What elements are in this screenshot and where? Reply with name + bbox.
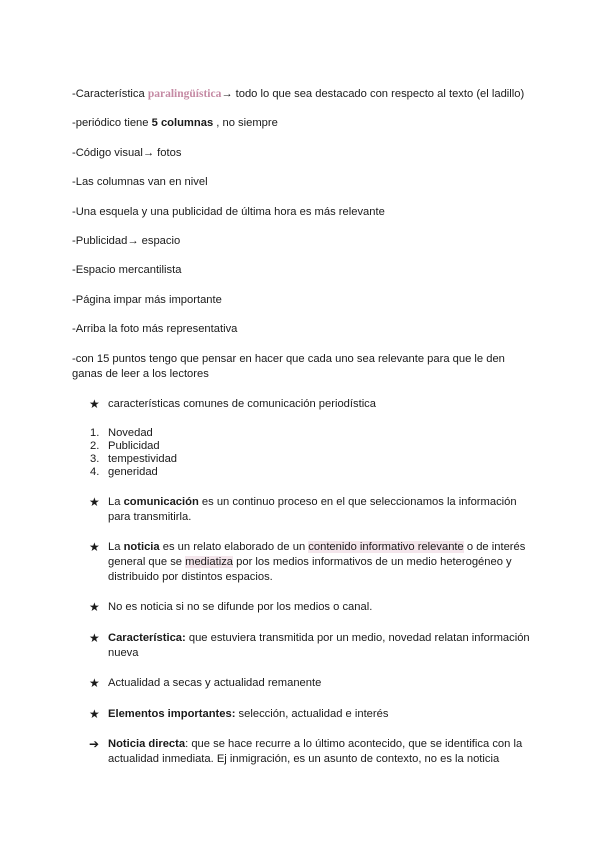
- line-15-puntos: -con 15 puntos tengo que pensar en hacer que cada uno sea relevante para que le den ganas de leer a los lectores: [72, 352, 505, 380]
- bullet-text: : que se hace recurre a lo último acontecido, que se identifica con la actualidad inmediata. Ej inmigración, es un asunto de contexto, no es la noticia: [108, 738, 523, 766]
- line-arriba-foto: -Arriba la foto más representativa: [72, 323, 238, 336]
- star-bullet-icon: ★: [89, 630, 100, 645]
- list-item: [72, 466, 532, 479]
- line-text: -Característica: [72, 88, 148, 100]
- list-item-text: generidad: [108, 466, 158, 479]
- bullet-text: La: [108, 495, 124, 508]
- list-number: 1.: [90, 427, 100, 440]
- line-espacio: -Espacio mercantilista: [72, 264, 182, 277]
- bullet-text: La: [108, 541, 124, 554]
- bullet-item-comunicacion: [72, 495, 532, 525]
- bullet-text: es un relato elaborado de un: [159, 541, 309, 554]
- list-item: [72, 453, 532, 466]
- line-esquela: -Una esquela y una publicidad de última hora es más relevante: [72, 205, 385, 218]
- bullet-item-noticia: [72, 540, 532, 585]
- document-page: [72, 87, 532, 782]
- list-item-text: tempestividad: [108, 453, 178, 466]
- line-text: -periódico tiene: [72, 117, 152, 130]
- star-bullet-icon: ★: [89, 396, 100, 411]
- bullet-item: [72, 397, 532, 412]
- bullet-text: es un continuo proceso en el que seleccionamos la información para transmitirla.: [108, 495, 517, 523]
- arrow-bullet-icon: ➔: [89, 737, 100, 752]
- bullet-text: por los medios informativos de un medio heterogéneo y distribuido por distintos espacios.: [108, 556, 512, 584]
- line-columnas: [72, 116, 532, 130]
- highlighted-text: mediatiza: [185, 556, 234, 569]
- list-item: [72, 427, 532, 440]
- bold-text: Característica:: [108, 631, 186, 644]
- bullet-item-caracteristica: [72, 631, 532, 661]
- list-item-text: Publicidad: [108, 440, 160, 453]
- line-text: → todo lo que sea destacado con respecto al texto (el ladillo): [221, 88, 525, 100]
- list-item-text: Novedad: [108, 427, 153, 440]
- bullet-item: [72, 676, 532, 691]
- bullet-text: Actualidad a secas y actualidad remanente: [108, 677, 322, 690]
- line-codigo-visual: -Código visual→ fotos: [72, 146, 182, 159]
- line-paralinguistica: [72, 87, 532, 101]
- star-bullet-icon: ★: [89, 600, 100, 615]
- list-item: [72, 440, 532, 453]
- star-bullet-icon: ★: [89, 676, 100, 691]
- bullet-text: que estuviera transmitida por un medio, novedad relatan información nueva: [108, 631, 530, 659]
- bullet-item-elementos: [72, 707, 532, 722]
- numbered-list: [72, 427, 532, 479]
- star-bullet-icon: ★: [89, 706, 100, 721]
- bullet-item: [72, 600, 532, 615]
- bold-text: comunicación: [123, 495, 199, 508]
- list-number: 4.: [90, 466, 100, 479]
- line-publicidad: -Publicidad→ espacio: [72, 234, 181, 247]
- bullet-item-noticia-directa: [72, 737, 532, 767]
- bullet-text: No es noticia si no se difunde por los medios o canal.: [108, 601, 373, 614]
- paralinguistica-word: paralingüística: [147, 88, 222, 100]
- star-bullet-icon: ★: [89, 540, 100, 555]
- bullet-text: selección, actualidad e interés: [235, 707, 389, 720]
- line-columnas-nivel: -Las columnas van en nivel: [72, 176, 208, 189]
- line-text: , no siempre: [213, 117, 278, 130]
- bold-text: Elementos importantes:: [108, 707, 236, 720]
- line-pagina-impar: -Página impar más importante: [72, 293, 222, 306]
- bullet-text: características comunes de comunicación periodística: [108, 397, 377, 410]
- list-number: 3.: [90, 453, 100, 466]
- bullet-text: o de interés general que se: [108, 541, 526, 569]
- bold-text: noticia: [123, 541, 160, 554]
- list-number: 2.: [90, 440, 100, 453]
- star-bullet-icon: ★: [89, 494, 100, 509]
- bold-text: 5 columnas: [151, 117, 214, 130]
- highlighted-text: contenido informativo relevante: [308, 541, 464, 554]
- bold-text: Noticia directa: [108, 738, 186, 751]
